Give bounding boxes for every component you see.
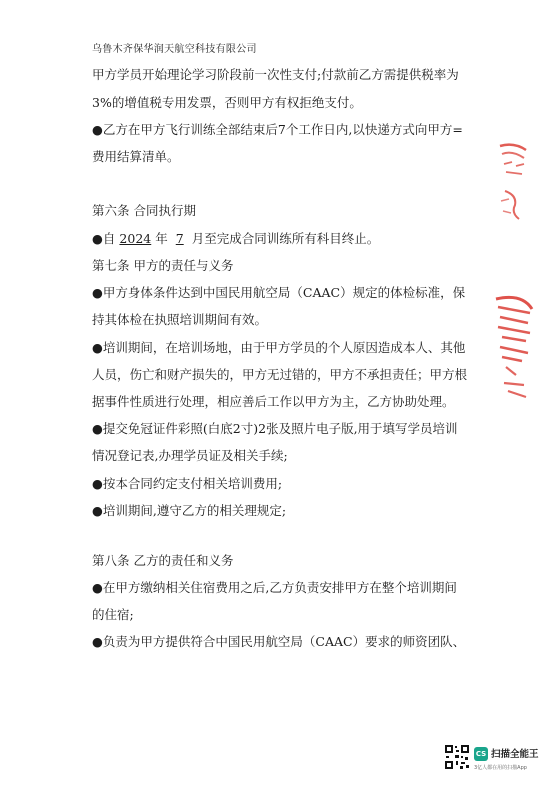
camscanner-brand-name: 扫描全能王 bbox=[491, 749, 539, 760]
paragraph-line: ●在甲方缴纳相关住宿费用之后,乙方负责安排甲方在整个培训期间 bbox=[92, 580, 457, 595]
section-heading-6: 第六条 合同执行期 bbox=[92, 203, 196, 218]
period-year-unit: 年 bbox=[155, 231, 168, 246]
paragraph-line: 据事件性质进行处理，相应善后工作以甲方为主，乙方协助处理。 bbox=[92, 394, 455, 409]
paragraph-line: 费用结算清单。 bbox=[92, 149, 180, 164]
contract-period-line bbox=[92, 231, 379, 247]
paragraph-line: ●甲方身体条件达到中国民用航空局（CAAC）规定的体检标准，保 bbox=[92, 285, 466, 300]
paragraph-line: 甲方学员开始理论学习阶段前一次性支付;付款前乙方需提供税率为 bbox=[92, 67, 459, 82]
company-header: 乌鲁木齐保华润天航空科技有限公司 bbox=[92, 44, 257, 55]
paragraph-line: 持其体检在执照培训期间有效。 bbox=[92, 312, 268, 327]
period-month: 7 bbox=[175, 231, 184, 246]
seal-fragment-top bbox=[494, 140, 532, 184]
period-prefix: ●自 bbox=[92, 231, 116, 246]
paragraph-line: ●培训期间，在培训场地，由于甲方学员的个人原因造成本人、其他 bbox=[92, 340, 466, 355]
paragraph-line: ●培训期间,遵守乙方的相关理规定; bbox=[92, 503, 287, 518]
paragraph-line: ●按本合同约定支付相关培训费用; bbox=[92, 476, 283, 491]
seal-fragment-middle bbox=[497, 185, 527, 225]
paragraph-line: 情况登记表,办理学员证及相关手续; bbox=[92, 448, 288, 463]
paragraph-line: ●提交免冠证件彩照(白底2寸)2张及照片电子版,用于填写学员培训 bbox=[92, 421, 458, 436]
paragraph-line: 3%的增值税专用发票，否则甲方有权拒绝支付。 bbox=[92, 95, 362, 110]
camscanner-tagline: 3亿人都在用的扫描App bbox=[474, 765, 527, 771]
period-year: 2024 bbox=[119, 231, 152, 246]
paragraph-line: ●负责为甲方提供符合中国民用航空局（CAAC）要求的师资团队、 bbox=[92, 634, 466, 649]
seal-fragment-bottom bbox=[492, 293, 536, 405]
paragraph-line: 的住宿; bbox=[92, 607, 134, 622]
section-heading-7: 第七条 甲方的责任与义务 bbox=[92, 258, 234, 273]
camscanner-logo-icon: CS bbox=[474, 747, 488, 761]
paragraph-line: ●乙方在甲方飞行训练全部结束后7个工作日内,以快递方式向甲方= bbox=[92, 122, 463, 137]
qr-code-icon bbox=[444, 744, 470, 770]
section-heading-8: 第八条 乙方的责任和义务 bbox=[92, 553, 234, 568]
paragraph-line: 人员，伤亡和财产损失的，甲方无过错的，甲方不承担责任；甲方根 bbox=[92, 367, 468, 382]
period-suffix: 月至完成合同训练所有科目终止。 bbox=[191, 231, 380, 246]
